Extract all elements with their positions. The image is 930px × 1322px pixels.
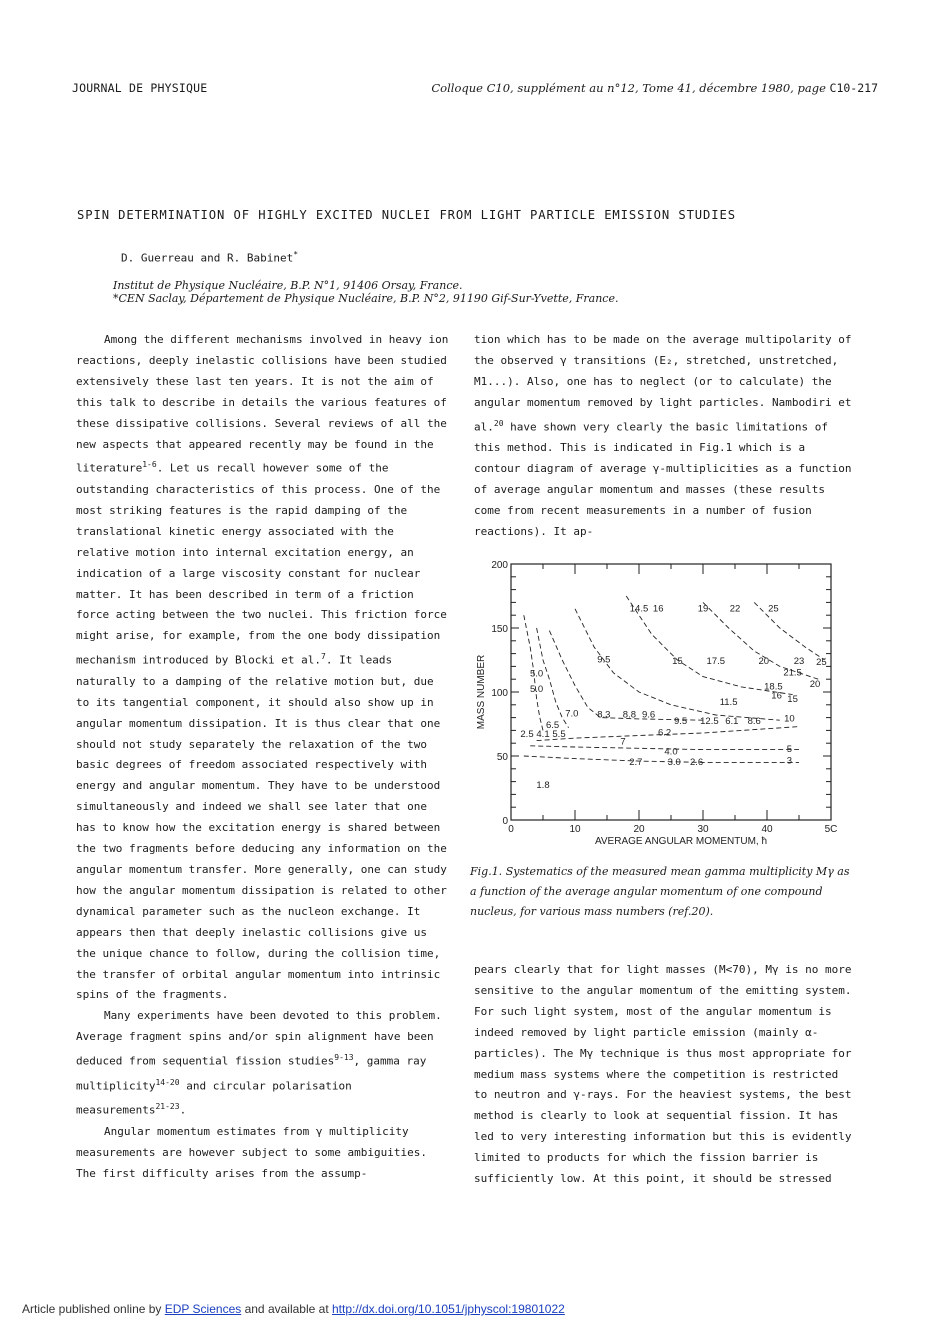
doi-link[interactable]: http://dx.doi.org/10.1051/jphyscol:19801022 xyxy=(331,1302,565,1316)
contour-label: 6.2 xyxy=(657,727,672,739)
paragraph-right-2: pears clearly that for light masses (M<70), Mγ is no more sensitive to the angular momentum of the emitting system. For such light system, most of the angular momentum is indeed removed by light particle emission (mainly α-particles). The Mγ technique is thus most appropriate for medium mass systems where the competition is restricted to neutron and γ-rays. For the heaviest systems, the best method is clearly to look at sequential fission. It has led to very interesting information but this is evidently limited to products for which the fission barrier is sufficiently low. At this point, it should be stressed xyxy=(474,963,852,1186)
y-tick-label: 100 xyxy=(491,688,508,699)
contour-line xyxy=(549,631,703,721)
contour-label: 3 xyxy=(786,755,793,767)
issue-info: Colloque C10, supplément au n°12, Tome 41, décembre 1980, page xyxy=(431,81,826,95)
caption-text: Systematics of the measured mean gamma multiplicity Mγ as a function of the average angular momentum of one compound nucleus, for various mass numbers (ref.20). xyxy=(470,865,850,918)
contour-label: 8.8 xyxy=(622,709,637,721)
contour-line xyxy=(754,602,824,660)
figure-1 xyxy=(474,550,854,850)
figure-caption xyxy=(470,862,854,922)
y-axis-label: MASS NUMBER xyxy=(476,654,487,730)
right-column-bottom xyxy=(474,960,854,1190)
caption-label: Fig.1. xyxy=(470,865,503,878)
issue-citation xyxy=(431,81,878,95)
x-tick-label: 20 xyxy=(633,824,645,835)
contour-label: 7 xyxy=(620,736,626,748)
paragraph-1: Among the different mechanisms involved in heavy ion reactions, deeply inelastic collisions have been studied extensively these last ten years. It is not the aim of this talk to describe in details the various features of these dissipative collisions. Several reviews of all the new aspects that appeared recently may be found in the literature$^{1-6}$. Let us recall however some of the outstanding characteristics of this process. One of the most striking features is the rapid damping of the translational kinetic energy associated with the relative motion into internal excitation energy, an indication of a large viscosity constant for nuclear matter. It has been described in term of a friction force acting between the two nuclei. This friction force might arise, for example, from the one body dissipation mechanism introduced by Blocki et al.$^7$. It leads naturally to a damping of the relative motion but, due to its tangential component, it should also show up in angular momentum dissipation. It is thus clear that one should not study separately the relaxation of the two basic degrees of freedom associated respectively with energy and angular momentum. They have to be understood simultaneously and indeed we shall see later that one has to know how the excitation energy is shared between the two fragments before deducing any information on the angular momentum transfer. More generally, one can study how the angular momentum dissipation is related to other dynamical parameter such as the nucleon exchange. It appears then that deeply inelastic collisions give us the unique chance to follow, during the collision time, the transfer of orbital angular momentum into intrinsic spins of the fragments. xyxy=(76,333,449,1002)
publisher-link[interactable]: EDP Sciences xyxy=(164,1302,242,1316)
contour-label: 21.5 xyxy=(783,667,802,679)
contour-label: 8.3 xyxy=(597,709,611,721)
contour-label: 4.1 xyxy=(536,728,550,740)
right-column-top xyxy=(474,330,854,543)
contour-label: 9.5 xyxy=(673,716,688,727)
contour-label: 17.5 xyxy=(706,655,726,667)
y-tick-label: 150 xyxy=(491,624,508,635)
contour-label: 1.8 xyxy=(536,780,550,791)
contour-label: 14.5 xyxy=(629,603,649,615)
contour-label: 3.0 xyxy=(667,756,681,768)
x-tick-label: 30 xyxy=(697,824,709,835)
contour-label: 19 xyxy=(697,603,709,615)
journal-name: JOURNAL DE PHYSIQUE xyxy=(72,81,208,95)
x-tick-label: 10 xyxy=(569,824,581,835)
contour-label: 5.5 xyxy=(552,728,566,740)
contour-line xyxy=(524,756,799,762)
affiliation-2: *CEN Saclay, Département de Physique Nucléaire, B.P. N°2, 91190 Gif-Sur-Yvette, France. xyxy=(113,292,619,305)
left-column xyxy=(76,330,452,1185)
author-mark: * xyxy=(293,250,299,259)
contour-label: 8.6 xyxy=(747,716,761,727)
contour-label: 25 xyxy=(816,657,827,669)
contour-label: 12.5 xyxy=(700,716,719,727)
contour-label: 2.5 xyxy=(520,728,534,740)
paragraph-2: Many experiments have been devoted to this problem. Average fragment spins and/or spin alignment have been deduced from sequential fission studies$^{9-13}$, gamma ray multiplicity$^{14-20}$ and circular polarisation measurements$^{21-23}$. xyxy=(76,1009,442,1117)
contour-label: 5.0 xyxy=(529,668,544,680)
contour-label: 5.0 xyxy=(529,684,544,695)
authors xyxy=(121,250,298,265)
footer: Article published online by EDP Sciences and available at http://dx.doi.org/10.1051/jphyscol:19801022 xyxy=(22,1302,565,1316)
contour-label: 5 xyxy=(786,744,793,756)
contour-label: 6.1 xyxy=(725,716,739,727)
contour-label: 15 xyxy=(787,694,798,706)
contour-label: 4.0 xyxy=(664,746,678,758)
contour-label: 2.7 xyxy=(629,756,643,768)
contour-label: 10 xyxy=(784,713,795,725)
contour-label: 11.5 xyxy=(719,696,738,708)
contour-label: 6.5 xyxy=(545,719,560,731)
contour-label: 15 xyxy=(672,655,683,667)
x-tick-label: 40 xyxy=(761,824,773,835)
paper-title: SPIN DETERMINATION OF HIGHLY EXCITED NUCLEI FROM LIGHT PARTICLE EMISSION STUDIES xyxy=(77,208,736,222)
x-tick-label: 5C xyxy=(824,824,838,835)
contour-label: 18.5 xyxy=(764,681,783,693)
author-names: D. Guerreau and R. Babinet xyxy=(121,251,294,265)
contour-label: 25 xyxy=(768,603,779,615)
contour-label: 22 xyxy=(729,603,741,615)
x-tick-label: 0 xyxy=(508,824,514,835)
contour-chart xyxy=(474,550,854,850)
affiliations xyxy=(113,279,618,305)
contour-label: 16 xyxy=(652,603,664,615)
contour-label: 7.0 xyxy=(565,708,579,720)
contour-label: 23 xyxy=(793,655,805,667)
contour-label: 20 xyxy=(809,678,821,690)
paragraph-3: Angular momentum estimates from γ multiplicity measurements are however subject to some ambiguities. The first difficulty arises from the assump- xyxy=(76,1124,427,1180)
affiliation-1: Institut de Physique Nucléaire, B.P. N°1, 91406 Orsay, France. xyxy=(113,279,463,292)
page-number: C10-217 xyxy=(829,81,878,95)
y-tick-label: 50 xyxy=(496,752,508,763)
x-axis-label: AVERAGE ANGULAR MOMENTUM, ħ xyxy=(594,836,768,847)
contour-label: 16 xyxy=(771,690,782,702)
contour-label: 2.6 xyxy=(689,756,704,768)
y-tick-label: 0 xyxy=(502,816,508,827)
contour-label: 9.6 xyxy=(641,709,656,721)
contour-label: 9.5 xyxy=(597,654,611,666)
plot-frame xyxy=(511,564,831,820)
y-tick-label: 200 xyxy=(491,560,508,571)
contour-label: 20 xyxy=(758,655,770,667)
paragraph-right-1: tion which has to be made on the average multipolarity of the observed γ transitions (E₂, stretched, unstretched, M1...). Also, one has to neglect (or to calculate) the angular momentum removed by light particles. Nambodiri et al.$^{20}$ have shown very clearly the basic limitations of this method. This is indicated in Fig.1 which is a contour diagram of average γ-multiplicities as a function of average angular momentum and masses (these results come from recent measurements in a number of fusion reactions). It ap- xyxy=(474,333,852,538)
